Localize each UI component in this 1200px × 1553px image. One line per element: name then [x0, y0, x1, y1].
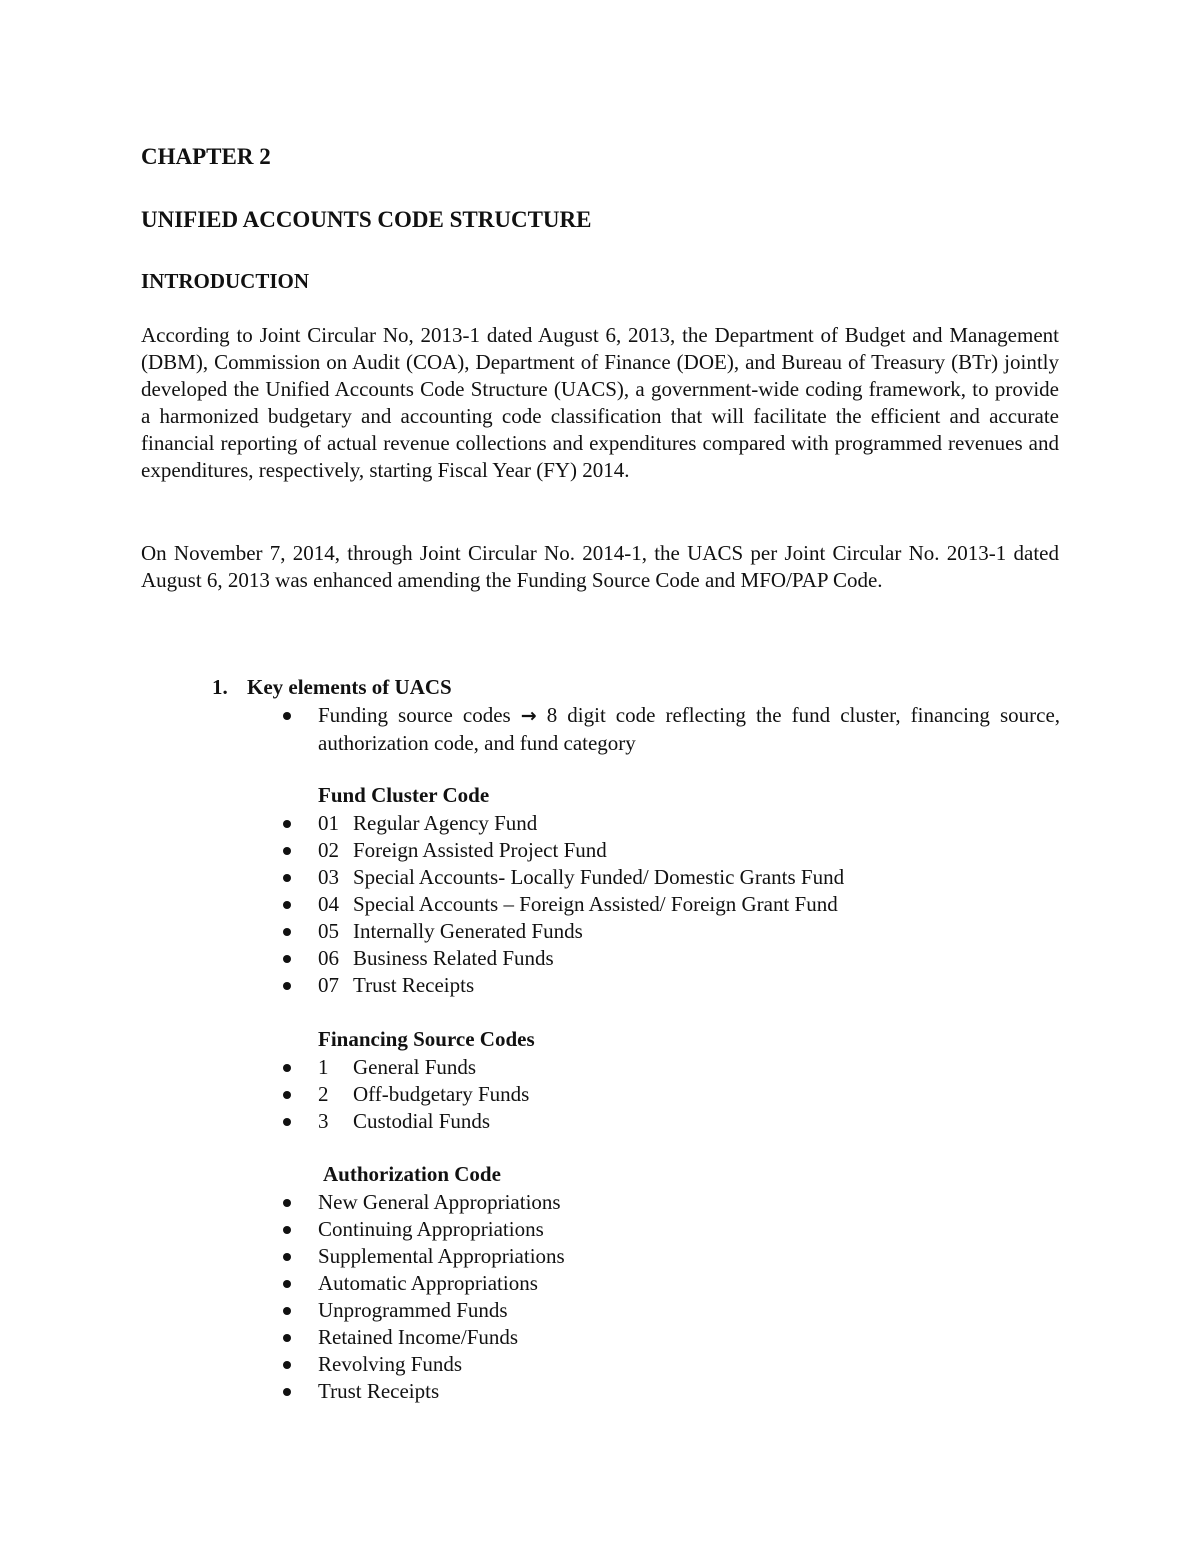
- list-item: [283, 1324, 1063, 1351]
- list-item: [283, 1270, 1063, 1297]
- list-item: [283, 1243, 1063, 1270]
- bullet-icon: [283, 1280, 291, 1288]
- bullet-icon: [283, 1334, 291, 1342]
- document-title: UNIFIED ACCOUNTS CODE STRUCTURE: [141, 207, 592, 232]
- funding-source-label: Funding source codes: [318, 703, 511, 727]
- item-label: Special Accounts – Foreign Assisted/ Foreign Grant Fund: [353, 892, 838, 916]
- item-code: 3: [318, 1109, 329, 1133]
- list-item-text: [318, 810, 537, 837]
- key-elements-title: Key elements of UACS: [247, 675, 452, 699]
- list-item: [283, 972, 1063, 999]
- list-item-text: [318, 972, 474, 999]
- item-code: 03: [318, 865, 339, 889]
- list-item-text: [318, 918, 583, 945]
- list-item: [283, 810, 1063, 837]
- item-label: Internally Generated Funds: [353, 919, 583, 943]
- bullet-icon: [283, 1064, 291, 1072]
- item-code: 07: [318, 973, 339, 997]
- chapter-heading: CHAPTER 2: [141, 144, 271, 169]
- funding-source-text: [318, 702, 1060, 757]
- list-item-text: Automatic Appropriations: [318, 1271, 538, 1295]
- list-item: [283, 1108, 1063, 1135]
- list-item-text: Supplemental Appropriations: [318, 1244, 565, 1268]
- item-label: Custodial Funds: [353, 1109, 491, 1133]
- item-code: 05: [318, 919, 339, 943]
- bullet-icon: [283, 1253, 291, 1261]
- bullet-icon: [283, 1388, 291, 1396]
- list-item-text: [318, 1108, 490, 1135]
- list-item-text: [318, 837, 607, 864]
- bullet-icon: [283, 847, 291, 855]
- list-item-text: Revolving Funds: [318, 1352, 463, 1376]
- list-item-text: Trust Receipts: [318, 1379, 440, 1403]
- bullet-icon: [283, 1199, 291, 1207]
- list-item: [283, 1378, 1063, 1405]
- list-item: [283, 891, 1063, 918]
- funding-source-bullet: [283, 702, 1063, 758]
- bullet-icon: [283, 955, 291, 963]
- list-item: [283, 864, 1063, 891]
- bullet-icon: [283, 1118, 291, 1126]
- intro-paragraph-2: On November 7, 2014, through Joint Circular No. 2014-1, the UACS per Joint Circular No. 2013-1 dated August 6, 2013 was enhanced amending the Funding Source Code and MFO/PAP Code.: [141, 541, 1059, 592]
- list-item: [283, 1351, 1063, 1378]
- item-code: 04: [318, 892, 339, 916]
- bullet-icon: [283, 1307, 291, 1315]
- item-label: Foreign Assisted Project Fund: [353, 838, 607, 862]
- bullet-icon: [283, 1091, 291, 1099]
- financing-source-heading: Financing Source Codes: [318, 1027, 535, 1051]
- list-item: [283, 1081, 1063, 1108]
- list-item-text: [318, 864, 844, 891]
- list-item: [283, 837, 1063, 864]
- list-item-text: Unprogrammed Funds: [318, 1298, 508, 1322]
- item-code: 1: [318, 1055, 329, 1079]
- bullet-icon: [283, 901, 291, 909]
- list-number: 1.: [212, 675, 228, 699]
- item-code: 06: [318, 946, 339, 970]
- list-item-text: [318, 1054, 476, 1081]
- item-label: Business Related Funds: [353, 946, 554, 970]
- section-heading: INTRODUCTION: [141, 269, 310, 293]
- list-item-text: [318, 891, 838, 918]
- bullet-icon: [283, 712, 291, 720]
- bullet-icon: [283, 820, 291, 828]
- item-label: General Funds: [353, 1055, 477, 1079]
- item-label: Special Accounts- Locally Funded/ Domestic Grants Fund: [353, 865, 845, 889]
- list-item: [283, 1189, 1063, 1216]
- item-label: Trust Receipts: [353, 973, 475, 997]
- bullet-icon: [283, 1361, 291, 1369]
- bullet-icon: [283, 982, 291, 990]
- list-item: [283, 1297, 1063, 1324]
- item-code: 2: [318, 1082, 329, 1106]
- list-item-text: [318, 1081, 529, 1108]
- list-item: [283, 945, 1063, 972]
- list-item-text: Retained Income/Funds: [318, 1325, 519, 1349]
- authorization-heading: Authorization Code: [323, 1162, 501, 1186]
- item-code: 02: [318, 838, 339, 862]
- bullet-icon: [283, 1226, 291, 1234]
- item-label: Off-budgetary Funds: [353, 1082, 530, 1106]
- list-item: [283, 918, 1063, 945]
- list-item-text: New General Appropriations: [318, 1190, 561, 1214]
- funding-source-description: 8 digit code reflecting the fund cluster, financing source, authorization code, and fund category: [318, 703, 1061, 755]
- list-item-text: Continuing Appropriations: [318, 1217, 544, 1241]
- key-elements-heading: [212, 675, 452, 700]
- intro-paragraph-1: According to Joint Circular No, 2013-1 dated August 6, 2013, the Department of Budget and Management (DBM), Commission on Audit (COA), Department of Finance (DOE), and Bureau of Treasury (BTr) jointly developed the Unified Accounts Code Structure (UACS), a government-wide coding framework, to provide a harmonized budgetary and accounting code classification that will facilitate the efficient and accurate financial reporting of actual revenue collections and expenditures compared with programmed revenues and expenditures, respectively, starting Fiscal Year (FY) 2014.: [141, 323, 1059, 482]
- list-item: [283, 1054, 1063, 1081]
- item-code: 01: [318, 811, 339, 835]
- list-item: [283, 1216, 1063, 1243]
- fund-cluster-heading: Fund Cluster Code: [318, 783, 490, 807]
- bullet-icon: [283, 928, 291, 936]
- item-label: Regular Agency Fund: [353, 811, 538, 835]
- arrow-right-icon: →: [520, 705, 537, 727]
- bullet-icon: [283, 874, 291, 882]
- list-item-text: [318, 945, 554, 972]
